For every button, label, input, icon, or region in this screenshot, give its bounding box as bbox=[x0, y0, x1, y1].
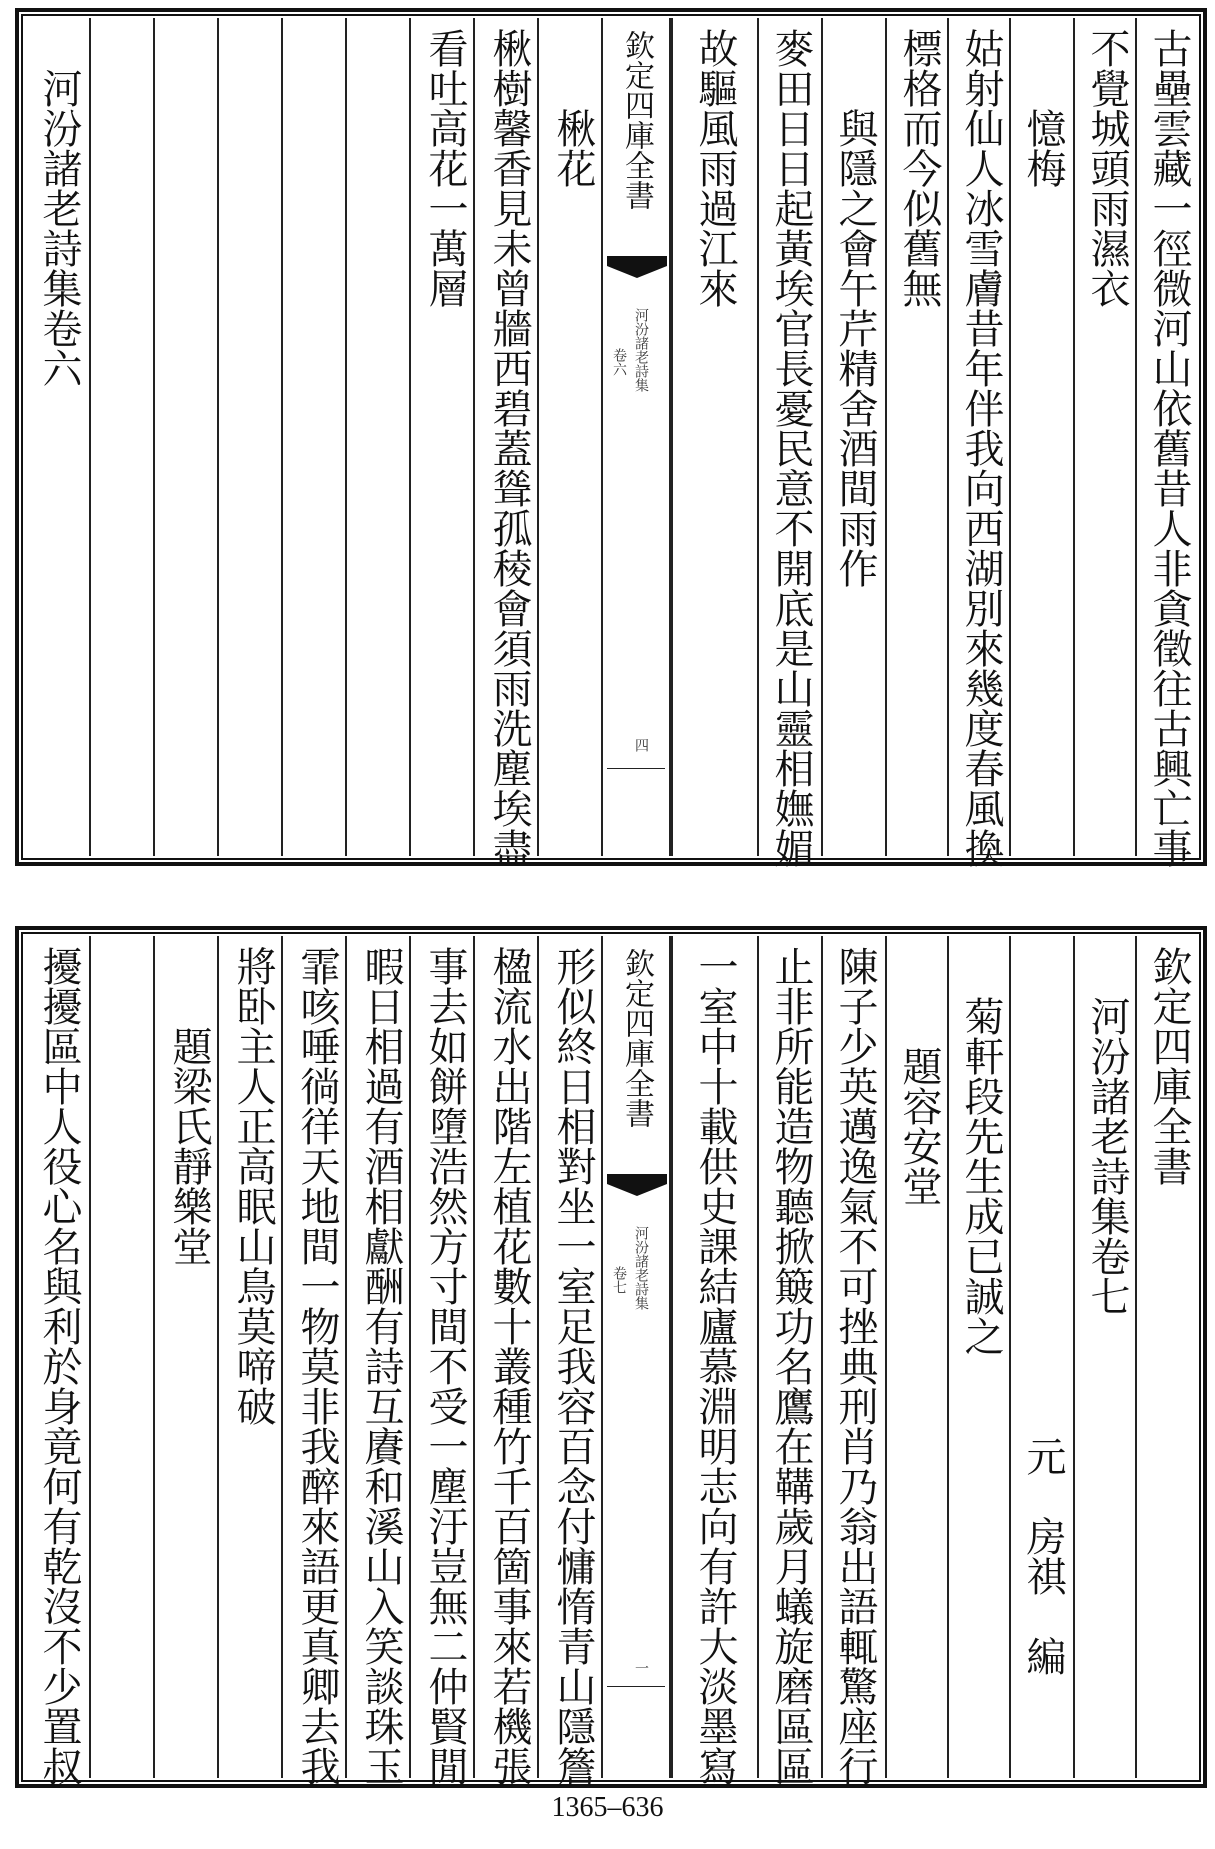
poem-line: 形似終日相對坐一室足我容百念付慵惰青山隱簷 bbox=[550, 946, 596, 1786]
band-title: 欽定四庫全書 bbox=[619, 948, 654, 1128]
text-column bbox=[885, 18, 947, 856]
juan-end-title: 河汾諸老詩集卷六 bbox=[36, 68, 82, 388]
poem-line: 楸樹馨香見未曾牆西碧蓋聳孤稜會須雨洗塵埃盡 bbox=[486, 28, 532, 868]
poem-line: 看吐高花一萬層 bbox=[422, 28, 468, 308]
top-page bbox=[15, 8, 1207, 866]
text-column bbox=[671, 936, 757, 1786]
band-rule bbox=[607, 1686, 665, 1687]
poem-title: 題容安堂 bbox=[896, 1046, 942, 1206]
center-band bbox=[601, 936, 671, 1778]
text-column bbox=[537, 936, 601, 1786]
band-juan: 卷七 bbox=[611, 1266, 627, 1294]
text-column bbox=[473, 936, 537, 1786]
page-footer-number: 1365–636 bbox=[551, 1792, 664, 1823]
poem-line: 故驅風雨過江來 bbox=[692, 28, 738, 308]
poem-line: 陳子少英邁逸氣不可挫典刑肖乃翁出語輒驚座行 bbox=[832, 946, 878, 1786]
poem-title: 與隱之會午芹精舍酒間雨作 bbox=[832, 108, 878, 588]
text-column bbox=[1073, 936, 1135, 1778]
text-column bbox=[25, 18, 89, 856]
poem-line: 將卧主人正高眠山鳥莫啼破 bbox=[230, 946, 276, 1426]
text-column bbox=[1073, 18, 1135, 856]
band-leaf-number: 四 bbox=[633, 738, 649, 752]
text-column bbox=[345, 936, 409, 1786]
poem-line: 不覺城頭雨濕衣 bbox=[1084, 28, 1130, 308]
fishtail-mark bbox=[607, 1174, 667, 1198]
center-band bbox=[601, 18, 671, 856]
text-column bbox=[1009, 18, 1073, 856]
text-column bbox=[217, 936, 281, 1778]
juan-title: 河汾諸老詩集卷七 bbox=[1084, 996, 1130, 1316]
text-column bbox=[281, 936, 345, 1786]
band-book-title: 河汾諸老詩集 bbox=[633, 1226, 649, 1310]
poem-line: 標格而今似舊無 bbox=[896, 28, 942, 308]
text-column bbox=[821, 18, 885, 856]
empty-column bbox=[89, 936, 153, 1778]
text-column bbox=[757, 936, 821, 1786]
text-column bbox=[821, 936, 885, 1786]
band-juan: 卷六 bbox=[611, 348, 627, 376]
text-column bbox=[947, 18, 1009, 868]
text-column bbox=[25, 936, 89, 1786]
text-column bbox=[409, 18, 473, 856]
empty-column bbox=[89, 18, 153, 856]
poem-line: 楹流水出階左植花數十叢種竹千百箇事來若機張 bbox=[486, 946, 532, 1786]
band-title: 欽定四庫全書 bbox=[619, 30, 654, 210]
author-name: 菊軒段先生成已誠之 bbox=[958, 996, 1004, 1356]
empty-column bbox=[217, 18, 281, 856]
text-column bbox=[473, 18, 537, 868]
poem-line: 暇日相過有酒相獻酬有詩互賡和溪山入笑談珠玉 bbox=[358, 946, 404, 1786]
poem-line: 麥田日日起黃埃官長憂民意不開底是山靈相嫵媚 bbox=[768, 28, 814, 868]
poem-title: 楸花 bbox=[550, 108, 596, 188]
bottom-page bbox=[15, 926, 1207, 1788]
collection-title: 欽定四庫全書 bbox=[1146, 946, 1192, 1186]
text-column bbox=[1135, 936, 1197, 1778]
empty-column bbox=[153, 18, 217, 856]
compiler-credit: 元 房祺 編 bbox=[1020, 1436, 1066, 1676]
text-column bbox=[947, 936, 1009, 1778]
text-column bbox=[537, 18, 601, 856]
poem-line: 擾擾區中人役心名與利於身竟何有乾沒不少置叔 bbox=[36, 946, 82, 1786]
text-column bbox=[671, 18, 757, 856]
poem-line: 霏咳唾徜徉天地間一物莫非我醉來語更真卿去我 bbox=[294, 946, 340, 1786]
text-column bbox=[757, 18, 821, 868]
empty-column bbox=[345, 18, 409, 856]
text-column bbox=[885, 936, 947, 1778]
poem-line: 古壘雲藏一徑微河山依舊昔人非貪徵往古興亡事 bbox=[1146, 28, 1192, 868]
poem-line: 止非所能造物聽掀簸功名鷹在鞲歲月蟻旋磨區區 bbox=[768, 946, 814, 1786]
poem-line: 姑射仙人冰雪膚昔年伴我向西湖別來幾度春風換 bbox=[958, 28, 1004, 868]
band-leaf-number: 一 bbox=[633, 1661, 649, 1675]
poem-title: 憶梅 bbox=[1020, 108, 1066, 188]
band-rule bbox=[607, 768, 665, 769]
text-column bbox=[1135, 18, 1197, 868]
text-column bbox=[1009, 936, 1073, 1778]
empty-column bbox=[281, 18, 345, 856]
text-column bbox=[153, 936, 217, 1778]
poem-title: 題梁氏靜樂堂 bbox=[166, 1026, 212, 1266]
poem-line: 事去如餅墮浩然方寸間不受一塵汙豈無二仲賢閒 bbox=[422, 946, 468, 1786]
band-book-title: 河汾諸老詩集 bbox=[633, 308, 649, 392]
fishtail-mark bbox=[607, 256, 667, 280]
text-column bbox=[409, 936, 473, 1786]
poem-line: 一室中十載供史課結廬慕淵明志向有許大淡墨寫 bbox=[692, 946, 738, 1786]
